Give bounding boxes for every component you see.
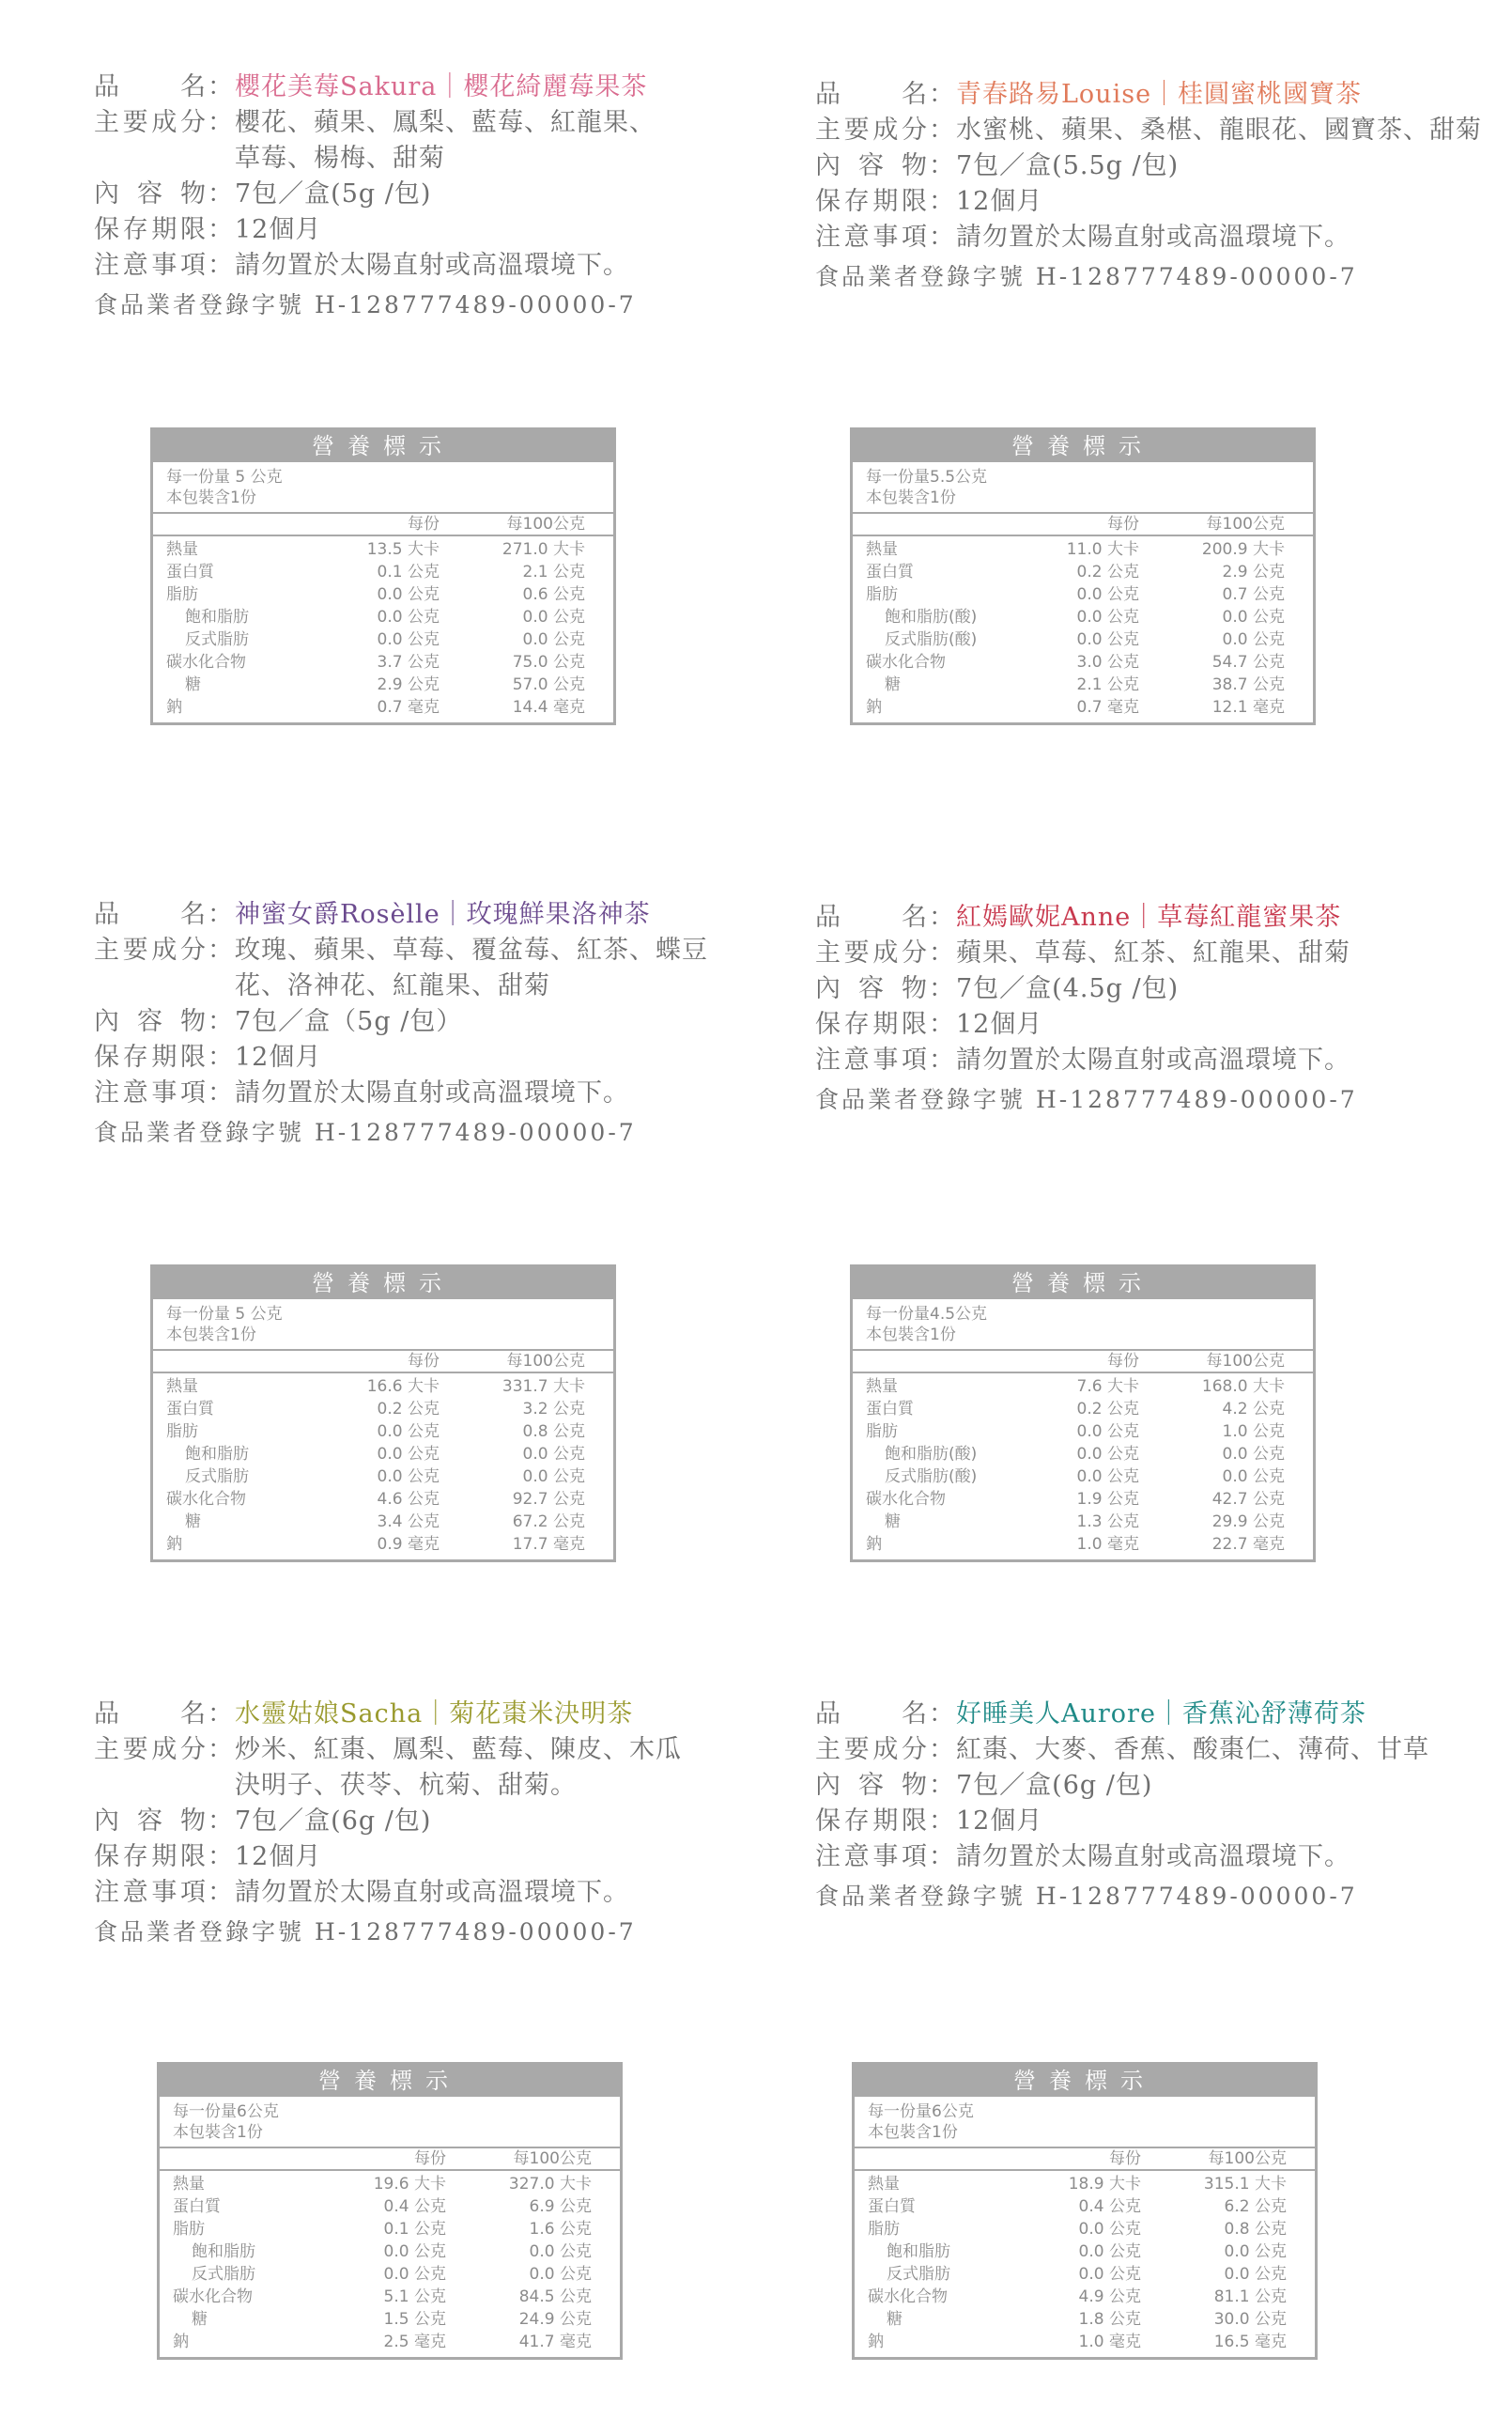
product-name: 櫻花美莓Sakura｜櫻花綺麗莓果茶 — [235, 72, 648, 101]
per-serving-value: 0.0 公克 — [1076, 585, 1139, 604]
per-100g-value: 6.9 公克 — [529, 2197, 592, 2216]
serving-size: 每一份量 5 公克 — [166, 468, 283, 487]
per-100g-value: 30.0 公克 — [1213, 2310, 1287, 2329]
nutrient-name: 脂肪 — [866, 585, 898, 604]
nutrient-name: 碳水化合物 — [166, 653, 246, 672]
nutrition-column-headers — [853, 514, 1313, 536]
nutrient-name: 碳水化合物 — [866, 1490, 946, 1509]
per-serving-value: 1.8 公克 — [1078, 2310, 1141, 2329]
nutrition-row — [153, 1488, 613, 1511]
nutrient-name: 蛋白質 — [166, 563, 214, 581]
content-value: 7包／盒（5g /包） — [235, 1007, 463, 1036]
nutrition-column-headers — [853, 1351, 1313, 1373]
nutrition-row — [160, 2218, 620, 2240]
per-serving-header: 每份 — [408, 1352, 440, 1371]
nutrition-row — [853, 674, 1313, 696]
nutrition-row — [160, 2331, 620, 2353]
per-100g-value: 3.2 公克 — [522, 1400, 585, 1419]
shelf-life-value: 12個月 — [956, 187, 1043, 216]
per-100g-value: 1.0 公克 — [1222, 1422, 1285, 1441]
nutrient-name: 鈉 — [166, 1535, 182, 1554]
nutrition-column-headers — [855, 2148, 1315, 2171]
serving-info — [160, 2097, 620, 2148]
nutrition-table-anne — [850, 1264, 1316, 1562]
registration-number: 食品業者登錄字號 H-128777489-00000-7 — [94, 291, 637, 318]
per-100g-value: 92.7 公克 — [512, 1490, 585, 1509]
per-serving-value: 0.0 公克 — [1078, 2220, 1141, 2239]
serving-size: 每一份量6公克 — [173, 2102, 279, 2121]
name-label: 品名 — [94, 900, 207, 929]
per-serving-header: 每份 — [1107, 515, 1139, 534]
per-serving-value: 11.0 大卡 — [1066, 540, 1139, 559]
product-name: 好睡美人Aurore｜香蕉沁舒薄荷茶 — [956, 1699, 1366, 1729]
ingredients-value: 玫瑰、蘋果、草莓、覆盆莓、紅茶、蝶豆 花、洛神花、紅龍果、甜菊 — [235, 936, 708, 1000]
nutrient-name: 反式脂肪(酸) — [885, 1467, 978, 1486]
per-serving-value: 0.0 公克 — [1076, 1422, 1139, 1441]
nutrition-row — [153, 1398, 613, 1420]
serving-info — [853, 1299, 1313, 1351]
notice-value: 請勿置於太陽直射或高溫環境下。 — [956, 1046, 1350, 1075]
serving-info — [153, 1299, 613, 1351]
nutrition-row — [855, 2263, 1315, 2286]
per-serving-value: 0.9 毫克 — [377, 1535, 440, 1554]
shelf-life-value: 12個月 — [956, 1010, 1043, 1039]
nutrition-row — [855, 2240, 1315, 2263]
shelf-life-value: 12個月 — [235, 215, 322, 244]
nutrition-column-headers — [153, 1351, 613, 1373]
per-serving-value: 0.0 公克 — [1076, 1467, 1139, 1486]
per-100g-value: 75.0 公克 — [512, 653, 585, 672]
nutrition-row — [153, 1533, 613, 1556]
nutrition-table-sacha — [157, 2062, 623, 2360]
nutrition-row — [153, 583, 613, 606]
nutrition-row — [853, 1533, 1313, 1556]
nutrition-row — [153, 651, 613, 674]
per-serving-value: 4.9 公克 — [1078, 2287, 1141, 2306]
per-serving-value: 18.9 大卡 — [1068, 2175, 1141, 2194]
nutrition-row — [153, 1375, 613, 1398]
nutrition-header: 營養標示 — [153, 1267, 613, 1299]
nutrient-name: 熱量 — [166, 540, 198, 559]
per-100g-value: 81.1 公克 — [1213, 2287, 1287, 2306]
product-name: 水靈姑娘Sacha｜菊花棗米決明茶 — [235, 1699, 634, 1729]
shelf-life-value: 12個月 — [235, 1842, 322, 1871]
ingredients-value: 櫻花、蘋果、鳳梨、藍莓、紅龍果、 草莓、楊梅、甜菊 — [235, 108, 656, 173]
product-name: 神蜜女爵Rosèlle｜玫瑰鮮果洛神茶 — [235, 900, 651, 929]
nutrition-header: 營養標示 — [853, 430, 1313, 462]
nutrition-row — [855, 2195, 1315, 2218]
per-100g-value: 0.7 公克 — [1222, 585, 1285, 604]
nutrition-row — [853, 651, 1313, 674]
nutrition-row — [853, 1465, 1313, 1488]
ingredients-value: 水蜜桃、蘋果、桑椹、龍眼花、國寶茶、甜菊 — [956, 116, 1482, 145]
notice-value: 請勿置於太陽直射或高溫環境下。 — [235, 251, 629, 280]
per-serving-header: 每份 — [1109, 2149, 1141, 2168]
nutrient-name: 脂肪 — [166, 585, 198, 604]
nutrient-name: 鈉 — [166, 698, 182, 717]
per-100g-value: 0.8 公克 — [1224, 2220, 1287, 2239]
per-serving-value: 19.6 大卡 — [373, 2175, 446, 2194]
nutrition-row — [160, 2308, 620, 2331]
per-serving-value: 0.0 公克 — [377, 608, 440, 627]
nutrient-name: 反式脂肪(酸) — [885, 630, 978, 649]
per-100g-value: 29.9 公克 — [1211, 1512, 1285, 1531]
per-100g-value: 84.5 公克 — [518, 2287, 592, 2306]
per-serving-value: 0.4 公克 — [383, 2197, 446, 2216]
product-info-roselle: 品名 ： 神蜜女爵Rosèlle｜玫瑰鮮果洛神茶 主要成分 ： 玫瑰、蘋果、草莓、覆盆莓、紅茶、蝶豆 花、洛神花、紅龍果、甜菊 內容物 ： 7包／盒（5g /包） 保存期限 ： 12個月 注意事項 ： 請勿置於太陽直射或高溫環境下。 食品業者登錄字號 H-128777489-00000-7 — [94, 897, 789, 1151]
per-serving-value: 3.0 公克 — [1076, 653, 1139, 672]
nutrition-row — [855, 2308, 1315, 2331]
nutrition-row — [853, 583, 1313, 606]
per-serving-value: 0.0 公克 — [377, 1445, 440, 1464]
nutrient-name: 蛋白質 — [866, 1400, 914, 1419]
per-100g-value: 0.6 公克 — [522, 585, 585, 604]
nutrient-name: 糖 — [885, 675, 901, 694]
per-100g-value: 2.9 公克 — [1222, 563, 1285, 581]
nutrition-header: 營養標示 — [855, 2065, 1315, 2097]
per-100g-value: 0.0 公克 — [529, 2265, 592, 2284]
per-serving-value: 0.0 公克 — [383, 2265, 446, 2284]
per-serving-value: 1.0 毫克 — [1076, 1535, 1139, 1554]
per-100g-value: 0.0 公克 — [529, 2242, 592, 2261]
nutrient-name: 熱量 — [173, 2175, 205, 2194]
per-100g-value: 271.0 大卡 — [501, 540, 585, 559]
per-100g-value: 0.0 公克 — [1222, 1445, 1285, 1464]
serving-size: 每一份量 5 公克 — [166, 1305, 283, 1324]
registration-number: 食品業者登錄字號 H-128777489-00000-7 — [94, 1918, 637, 1946]
per-100g-value: 0.0 公克 — [1224, 2242, 1287, 2261]
per-serving-value: 13.5 大卡 — [366, 540, 440, 559]
nutrient-name: 碳水化合物 — [868, 2287, 948, 2306]
nutrition-row — [153, 1511, 613, 1533]
nutrient-name: 熱量 — [866, 1377, 898, 1396]
per-100g-value: 0.8 公克 — [522, 1422, 585, 1441]
nutrition-row — [153, 628, 613, 651]
nutrition-row — [853, 606, 1313, 628]
per-100g-header: 每100公克 — [1208, 2149, 1287, 2168]
nutrient-name: 熱量 — [866, 540, 898, 559]
nutrition-row — [853, 1488, 1313, 1511]
per-100g-value: 38.7 公克 — [1211, 675, 1285, 694]
nutrition-row — [853, 1443, 1313, 1465]
per-serving-value: 7.6 大卡 — [1076, 1377, 1139, 1396]
servings-per-package: 本包裝含1份 — [868, 2123, 958, 2142]
registration-number: 食品業者登錄字號 H-128777489-00000-7 — [815, 263, 1358, 290]
notice-value: 請勿置於太陽直射或高溫環境下。 — [956, 223, 1350, 252]
content-value: 7包／盒(5g /包) — [235, 179, 432, 209]
per-100g-value: 67.2 公克 — [512, 1512, 585, 1531]
per-100g-value: 24.9 公克 — [518, 2310, 592, 2329]
nutrition-row — [160, 2195, 620, 2218]
per-serving-value: 0.4 公克 — [1078, 2197, 1141, 2216]
nutrient-name: 鈉 — [173, 2333, 189, 2351]
name-label: 品名 — [94, 1699, 207, 1729]
nutrition-row — [853, 561, 1313, 583]
per-serving-value: 0.1 公克 — [383, 2220, 446, 2239]
content-value: 7包／盒(6g /包) — [956, 1771, 1153, 1800]
per-serving-value: 1.3 公克 — [1076, 1512, 1139, 1531]
nutrition-row — [853, 538, 1313, 561]
nutrient-name: 飽和脂肪 — [887, 2242, 950, 2261]
per-100g-value: 0.0 公克 — [1224, 2265, 1287, 2284]
serving-size: 每一份量6公克 — [868, 2102, 974, 2121]
nutrient-name: 鈉 — [868, 2333, 884, 2351]
nutrition-table-sakura — [150, 427, 616, 725]
per-serving-value: 4.6 公克 — [377, 1490, 440, 1509]
per-100g-value: 4.2 公克 — [1222, 1400, 1285, 1419]
nutrient-name: 反式脂肪 — [185, 630, 249, 649]
nutrition-row — [153, 561, 613, 583]
per-serving-value: 0.0 公克 — [1076, 630, 1139, 649]
per-100g-value: 41.7 毫克 — [518, 2333, 592, 2351]
per-serving-value: 0.0 公克 — [377, 585, 440, 604]
nutrition-row — [153, 1443, 613, 1465]
nutrition-row — [853, 1511, 1313, 1533]
per-serving-value: 1.9 公克 — [1076, 1490, 1139, 1509]
content-value: 7包／盒(5.5g /包) — [956, 151, 1180, 180]
nutrition-row — [160, 2286, 620, 2308]
nutrient-name: 糖 — [885, 1512, 901, 1531]
nutrition-table-louise — [850, 427, 1316, 725]
per-100g-value: 12.1 毫克 — [1211, 698, 1285, 717]
per-serving-value: 0.0 公克 — [377, 630, 440, 649]
per-serving-value: 0.0 公克 — [383, 2242, 446, 2261]
per-100g-value: 0.0 公克 — [522, 630, 585, 649]
nutrition-row — [153, 538, 613, 561]
registration-number: 食品業者登錄字號 H-128777489-00000-7 — [815, 1086, 1358, 1113]
per-100g-value: 0.0 公克 — [1222, 1467, 1285, 1486]
nutrition-header: 營養標示 — [153, 430, 613, 462]
nutrition-header: 營養標示 — [160, 2065, 620, 2097]
per-serving-value: 0.0 公克 — [1076, 1445, 1139, 1464]
name-label: 品名 — [815, 80, 928, 109]
per-serving-value: 5.1 公克 — [383, 2287, 446, 2306]
per-serving-value: 16.6 大卡 — [366, 1377, 440, 1396]
nutrition-row — [855, 2331, 1315, 2353]
per-100g-value: 14.4 毫克 — [512, 698, 585, 717]
per-serving-value: 0.0 公克 — [1076, 608, 1139, 627]
nutrient-name: 脂肪 — [866, 1422, 898, 1441]
nutrition-row — [855, 2173, 1315, 2195]
per-100g-header: 每100公克 — [513, 2149, 592, 2168]
nutrient-name: 反式脂肪 — [192, 2265, 255, 2284]
nutrient-name: 鈉 — [866, 1535, 882, 1554]
serving-size: 每一份量4.5公克 — [866, 1305, 988, 1324]
per-serving-value: 0.1 公克 — [377, 563, 440, 581]
registration-number: 食品業者登錄字號 H-128777489-00000-7 — [815, 1883, 1358, 1910]
per-100g-value: 16.5 毫克 — [1213, 2333, 1287, 2351]
per-100g-value: 0.0 公克 — [1222, 630, 1285, 649]
nutrient-name: 飽和脂肪 — [185, 1445, 249, 1464]
per-serving-value: 3.4 公克 — [377, 1512, 440, 1531]
nutrition-row — [153, 1465, 613, 1488]
product-info-sakura: 品名 ： 櫻花美莓Sakura｜櫻花綺麗莓果茶 主要成分 ： 櫻花、蘋果、鳳梨、藍莓、紅龍果、 草莓、楊梅、甜菊 內容物 ： 7包／盒(5g /包) 保存期限 ： 12個月 注意事項 ： 請勿置於太陽直射或高溫環境下。 食品業者登錄字號 H-128777489-00000-7 — [94, 70, 789, 323]
nutrition-header: 營養標示 — [853, 1267, 1313, 1299]
nutrient-name: 反式脂肪 — [185, 1467, 249, 1486]
servings-per-package: 本包裝含1份 — [866, 488, 956, 507]
notice-value: 請勿置於太陽直射或高溫環境下。 — [956, 1842, 1350, 1871]
per-100g-value: 168.0 大卡 — [1201, 1377, 1285, 1396]
per-100g-header: 每100公克 — [1206, 515, 1285, 534]
per-100g-value: 327.0 大卡 — [508, 2175, 592, 2194]
servings-per-package: 本包裝含1份 — [166, 1326, 256, 1344]
nutrient-name: 反式脂肪 — [887, 2265, 950, 2284]
nutrient-name: 蛋白質 — [166, 1400, 214, 1419]
per-serving-header: 每份 — [408, 515, 440, 534]
product-info-anne: 品名 ： 紅嫣歐妮Anne｜草莓紅龍蜜果茶 主要成分 ： 蘋果、草莓、紅茶、紅龍果、甜菊 內容物 ： 7包／盒(4.5g /包) 保存期限 ： 12個月 注意事項 ： 請勿置於太陽直射或高溫環境下。 食品業者登錄字號 H-128777489-00000-7 — [815, 900, 1510, 1118]
nutrient-name: 鈉 — [866, 698, 882, 717]
nutrient-name: 飽和脂肪 — [192, 2242, 255, 2261]
nutrition-row — [853, 1420, 1313, 1443]
per-serving-value: 0.2 公克 — [1076, 1400, 1139, 1419]
nutrient-name: 糖 — [887, 2310, 903, 2329]
per-100g-value: 0.0 公克 — [522, 1445, 585, 1464]
per-100g-value: 200.9 大卡 — [1201, 540, 1285, 559]
ingredients-value: 蘋果、草莓、紅茶、紅龍果、甜菊 — [956, 938, 1350, 968]
product-name: 青春路易Louise｜桂圓蜜桃國寶茶 — [956, 80, 1363, 109]
per-100g-header: 每100公克 — [506, 1352, 585, 1371]
product-name: 紅嫣歐妮Anne｜草莓紅龍蜜果茶 — [956, 903, 1342, 932]
product-info-aurore: 品名 ： 好睡美人Aurore｜香蕉沁舒薄荷茶 主要成分 ： 紅棗、大麥、香蕉、酸棗仁、薄荷、甘草 內容物 ： 7包／盒(6g /包) 保存期限 ： 12個月 注意事項 ： 請勿置於太陽直射或高溫環境下。 食品業者登錄字號 H-128777489-00000-7 — [815, 1697, 1510, 1915]
per-100g-value: 22.7 毫克 — [1211, 1535, 1285, 1554]
per-serving-value: 2.1 公克 — [1076, 675, 1139, 694]
nutrition-column-headers — [160, 2148, 620, 2171]
per-100g-value: 0.0 公克 — [1222, 608, 1285, 627]
nutrient-name: 熱量 — [166, 1377, 198, 1396]
nutrient-name: 碳水化合物 — [166, 1490, 246, 1509]
per-100g-header: 每100公克 — [1206, 1352, 1285, 1371]
notice-value: 請勿置於太陽直射或高溫環境下。 — [235, 1078, 629, 1108]
per-serving-value: 0.0 公克 — [377, 1422, 440, 1441]
nutrient-name: 飽和脂肪 — [185, 608, 249, 627]
servings-per-package: 本包裝含1份 — [866, 1326, 956, 1344]
product-info-sacha: 品名 ： 水靈姑娘Sacha｜菊花棗米決明茶 主要成分 ： 炒米、紅棗、鳳梨、藍莓、陳皮、木瓜 決明子、茯苓、杭菊、甜菊。 內容物 ： 7包／盒(6g /包) 保存期限 ： 12個月 注意事項 ： 請勿置於太陽直射或高溫環境下。 食品業者登錄字號 H-128777489-00000-7 — [94, 1697, 789, 1950]
serving-info — [853, 462, 1313, 514]
per-serving-value: 0.0 公克 — [1078, 2265, 1141, 2284]
nutrition-table-aurore — [852, 2062, 1318, 2360]
nutrition-row — [153, 696, 613, 719]
nutrient-name: 糖 — [185, 675, 201, 694]
per-serving-value: 0.2 公克 — [377, 1400, 440, 1419]
per-serving-value: 1.5 公克 — [383, 2310, 446, 2329]
per-100g-value: 54.7 公克 — [1211, 653, 1285, 672]
nutrition-row — [160, 2173, 620, 2195]
nutrient-name: 碳水化合物 — [173, 2287, 253, 2306]
nutrient-name: 脂肪 — [173, 2220, 205, 2239]
per-100g-value: 2.1 公克 — [522, 563, 585, 581]
nutrient-name: 蛋白質 — [868, 2197, 916, 2216]
servings-per-package: 本包裝含1份 — [166, 488, 256, 507]
per-serving-value: 0.0 公克 — [377, 1467, 440, 1486]
shelf-life-value: 12個月 — [956, 1806, 1043, 1836]
per-100g-value: 1.6 公克 — [529, 2220, 592, 2239]
per-100g-value: 0.0 公克 — [522, 608, 585, 627]
per-serving-value: 1.0 毫克 — [1078, 2333, 1141, 2351]
serving-info — [153, 462, 613, 514]
ingredients-value: 紅棗、大麥、香蕉、酸棗仁、薄荷、甘草 — [956, 1735, 1429, 1764]
per-serving-header: 每份 — [414, 2149, 446, 2168]
nutrient-name: 熱量 — [868, 2175, 900, 2194]
nutrition-row — [853, 628, 1313, 651]
name-label: 品名 — [815, 1699, 928, 1729]
nutrient-name: 蛋白質 — [173, 2197, 221, 2216]
per-100g-value: 315.1 大卡 — [1203, 2175, 1287, 2194]
nutrition-row — [153, 1420, 613, 1443]
servings-per-package: 本包裝含1份 — [173, 2123, 263, 2142]
content-value: 7包／盒(4.5g /包) — [956, 974, 1180, 1003]
nutrient-name: 碳水化合物 — [866, 653, 946, 672]
per-serving-value: 0.2 公克 — [1076, 563, 1139, 581]
serving-size: 每一份量5.5公克 — [866, 468, 988, 487]
nutrition-row — [160, 2263, 620, 2286]
nutrition-row — [853, 696, 1313, 719]
registration-number: 食品業者登錄字號 H-128777489-00000-7 — [94, 1119, 637, 1146]
per-serving-header: 每份 — [1107, 1352, 1139, 1371]
per-100g-value: 57.0 公克 — [512, 675, 585, 694]
nutrition-table-roselle — [150, 1264, 616, 1562]
per-100g-value: 6.2 公克 — [1224, 2197, 1287, 2216]
nutrition-row — [855, 2286, 1315, 2308]
nutrient-name: 飽和脂肪(酸) — [885, 608, 978, 627]
nutrition-row — [153, 674, 613, 696]
per-100g-value: 0.0 公克 — [522, 1467, 585, 1486]
nutrient-name: 飽和脂肪(酸) — [885, 1445, 978, 1464]
nutrient-name: 脂肪 — [868, 2220, 900, 2239]
name-label: 品名 — [94, 72, 207, 101]
nutrition-row — [153, 606, 613, 628]
per-100g-value: 17.7 毫克 — [512, 1535, 585, 1554]
per-100g-value: 331.7 大卡 — [501, 1377, 585, 1396]
shelf-life-value: 12個月 — [235, 1043, 322, 1072]
per-serving-value: 0.7 毫克 — [377, 698, 440, 717]
per-100g-header: 每100公克 — [506, 515, 585, 534]
per-serving-value: 2.9 公克 — [377, 675, 440, 694]
content-value: 7包／盒(6g /包) — [235, 1806, 432, 1836]
per-serving-value: 0.7 毫克 — [1076, 698, 1139, 717]
ingredients-value: 炒米、紅棗、鳳梨、藍莓、陳皮、木瓜 決明子、茯苓、杭菊、甜菊。 — [235, 1735, 682, 1800]
per-serving-value: 0.0 公克 — [1078, 2242, 1141, 2261]
nutrition-row — [160, 2240, 620, 2263]
nutrient-name: 脂肪 — [166, 1422, 198, 1441]
per-serving-value: 3.7 公克 — [377, 653, 440, 672]
notice-value: 請勿置於太陽直射或高溫環境下。 — [235, 1878, 629, 1907]
nutrient-name: 蛋白質 — [866, 563, 914, 581]
nutrition-row — [855, 2218, 1315, 2240]
per-100g-value: 42.7 公克 — [1211, 1490, 1285, 1509]
serving-info — [855, 2097, 1315, 2148]
nutrient-name: 糖 — [185, 1512, 201, 1531]
name-label: 品名 — [815, 903, 928, 932]
per-serving-value: 2.5 毫克 — [383, 2333, 446, 2351]
nutrition-row — [853, 1398, 1313, 1420]
product-info-louise: 品名 ： 青春路易Louise｜桂圓蜜桃國寶茶 主要成分 ： 水蜜桃、蘋果、桑椹、龍眼花、國寶茶、甜菊 內容物 ： 7包／盒(5.5g /包) 保存期限 ： 12個月 注意事項 ： 請勿置於太陽直射或高溫環境下。 食品業者登錄字號 H-128777489-00000-7 — [815, 77, 1510, 295]
nutrition-row — [853, 1375, 1313, 1398]
nutrient-name: 糖 — [192, 2310, 208, 2329]
nutrition-column-headers — [153, 514, 613, 536]
